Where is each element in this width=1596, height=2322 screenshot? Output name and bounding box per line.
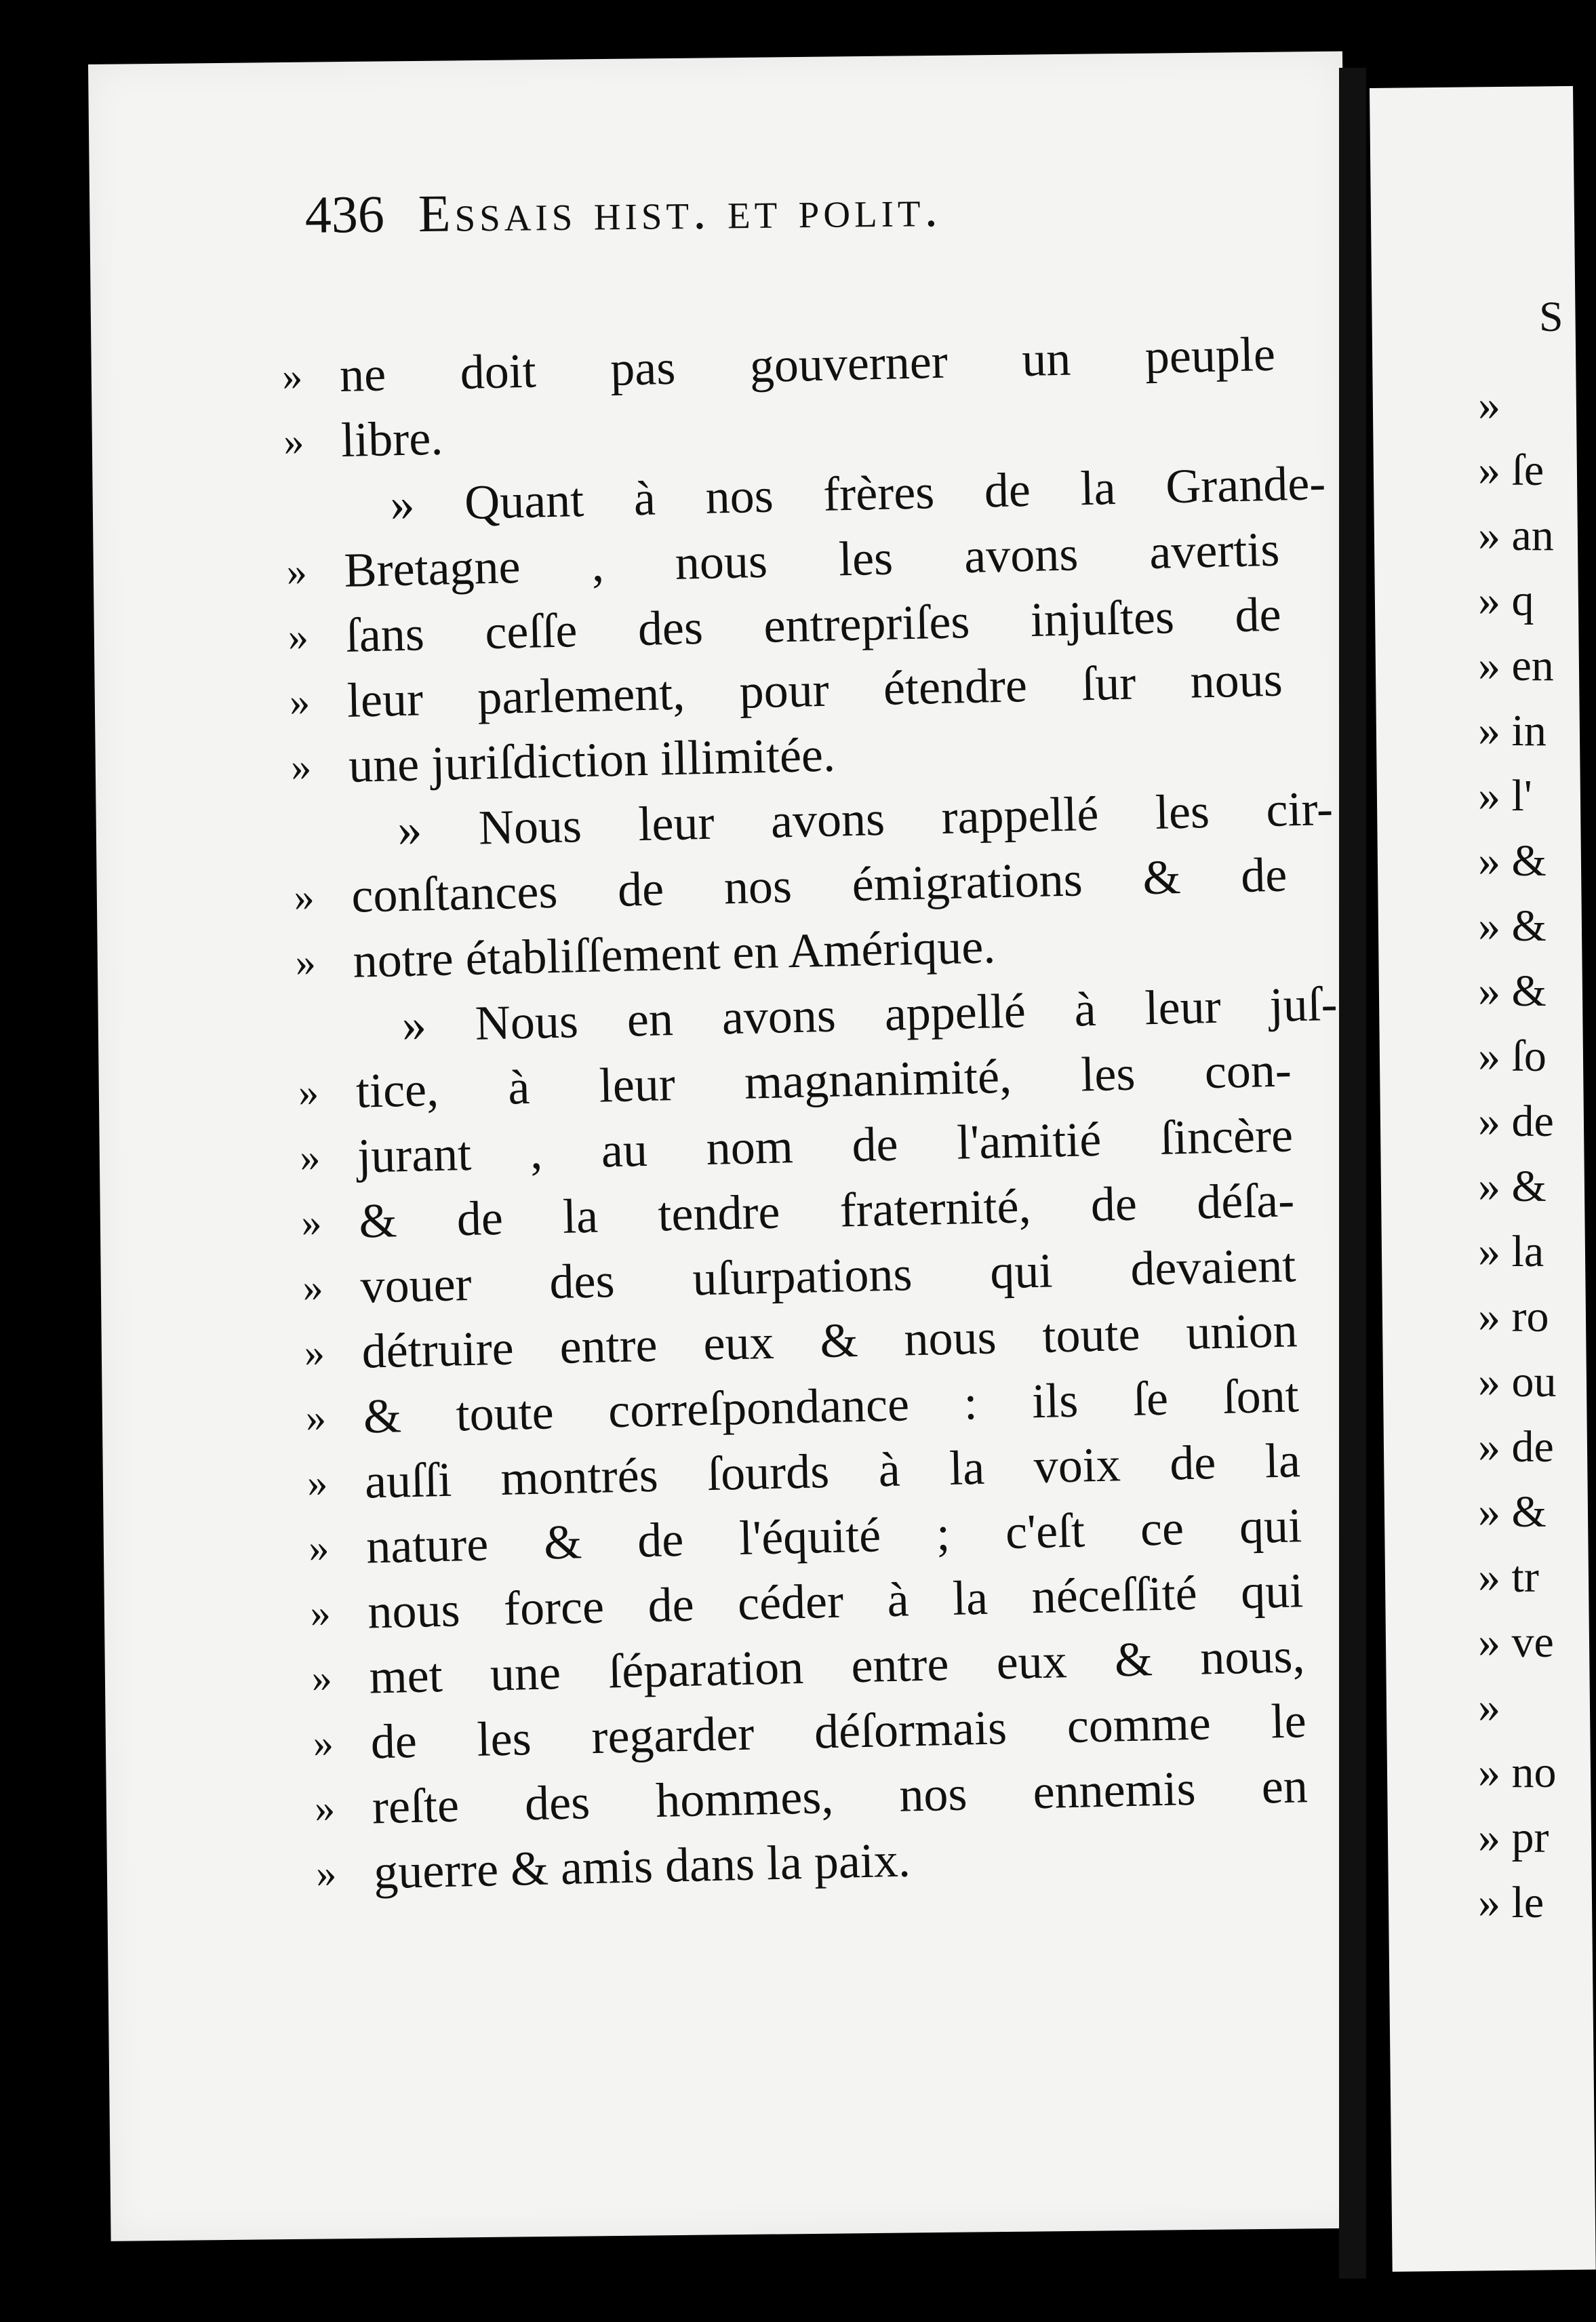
line-text: nous force de céder à la néceſſité qui — [367, 1563, 1304, 1639]
quote-mark: » — [293, 874, 315, 920]
right-page-line: » ou — [1478, 1357, 1557, 1406]
line-text: ne doit pas gouverner un peuple — [339, 326, 1276, 402]
line-text: tice, à leur magnanimité, les con- — [355, 1042, 1292, 1118]
line-text: & toute correſpondance : ils ſe ſont — [363, 1368, 1300, 1444]
right-page-line: » — [1478, 1683, 1500, 1732]
line-text: » Nous en avons appellé à leur juſ- — [401, 976, 1338, 1052]
right-page-line: » en — [1478, 641, 1554, 690]
line-text: jurant , au nom de l'amitié ſincère — [357, 1107, 1294, 1183]
quote-mark: » — [314, 1785, 336, 1831]
right-page-line: » an — [1478, 511, 1554, 560]
page-number: 436 — [304, 184, 385, 244]
line-text: Bretagne , nous les avons avertis — [343, 522, 1281, 597]
line-text: leur parlement, pour étendre ſur nous — [346, 652, 1283, 728]
line-text: » Nous leur avons rappellé les cir- — [397, 781, 1334, 857]
quote-mark: » — [315, 1850, 337, 1896]
right-page-line: » & — [1478, 901, 1547, 951]
right-page-line: » ve — [1478, 1617, 1554, 1667]
line-text: conſtances de nos émigrations & de — [351, 847, 1288, 923]
right-page-line: » — [1478, 380, 1500, 430]
running-title: Essais hist. et polit. — [418, 178, 942, 243]
right-page-line: » ro — [1478, 1292, 1549, 1341]
line-text: vouer des uſurpations qui devaient — [359, 1238, 1297, 1314]
quote-mark: » — [281, 353, 303, 399]
quote-mark: » — [285, 549, 308, 594]
right-page-line: » q — [1478, 576, 1534, 625]
page-gutter — [1339, 68, 1366, 2279]
right-page-line: » la — [1478, 1227, 1544, 1276]
right-page-line: » ſe — [1478, 446, 1544, 495]
right-page-line: » & — [1478, 1487, 1547, 1537]
right-page-head: S — [1539, 292, 1563, 340]
quote-mark: » — [287, 614, 309, 659]
line-text: de les regarder déſormais comme le — [370, 1693, 1307, 1769]
quote-mark: » — [313, 1720, 334, 1766]
quote-mark: » — [305, 1394, 327, 1440]
quote-mark: » — [306, 1459, 328, 1506]
line-text: guerre & amis dans la paix. — [373, 1832, 911, 1900]
right-page-line: » & — [1478, 1162, 1547, 1211]
quote-mark: » — [302, 1264, 324, 1310]
quote-mark: » — [290, 744, 312, 789]
running-head — [304, 175, 1200, 273]
right-page-line: » & — [1478, 836, 1547, 886]
quote-mark: » — [308, 1524, 330, 1571]
quote-mark: » — [311, 1655, 333, 1701]
line-text: » Quant à nos frères de la Grande- — [389, 456, 1326, 532]
line-text: ſans ceſſe des entrepriſes injuſtes de — [344, 587, 1282, 663]
right-page-line: » de — [1478, 1422, 1554, 1472]
right-page-line: » & — [1478, 966, 1547, 1016]
right-page-line: » de — [1478, 1097, 1554, 1146]
line-text: reſte des hommes, nos ennemis en — [372, 1758, 1309, 1834]
line-text: détruire entre eux & nous toute union — [361, 1303, 1298, 1379]
line-text: & de la tendre fraternité, de déſa- — [358, 1173, 1295, 1248]
line-text: met une ſéparation entre eux & nous, — [368, 1628, 1306, 1704]
quote-mark: » — [298, 1069, 319, 1115]
line-text: une juriſdiction illimitée. — [348, 727, 836, 793]
quote-mark: » — [299, 1134, 321, 1180]
quote-mark: » — [304, 1329, 325, 1375]
quote-mark: » — [309, 1590, 332, 1636]
quote-mark: » — [300, 1199, 323, 1245]
right-page-line: » le — [1478, 1878, 1544, 1927]
right-page-line: » in — [1478, 706, 1547, 755]
right-page-line: » tr — [1478, 1552, 1539, 1602]
line-text: libre. — [340, 410, 444, 467]
line-text: nature & de l'équité ; c'eſt ce qui — [365, 1498, 1302, 1574]
quote-mark: » — [294, 939, 317, 985]
body-text — [281, 321, 1338, 1905]
right-page-line: » l' — [1478, 771, 1532, 821]
right-page-line: » no — [1478, 1748, 1557, 1797]
right-page-fragment — [1478, 292, 1573, 1935]
quote-mark: » — [289, 679, 311, 724]
quote-mark: » — [283, 418, 305, 464]
line-text: auſſi montrés ſourds à la voix de la — [364, 1433, 1301, 1509]
line-text: notre établiſſement en Amérique. — [352, 919, 997, 988]
right-page-line: » pr — [1478, 1813, 1549, 1862]
right-page-line: » ſo — [1478, 1031, 1547, 1081]
